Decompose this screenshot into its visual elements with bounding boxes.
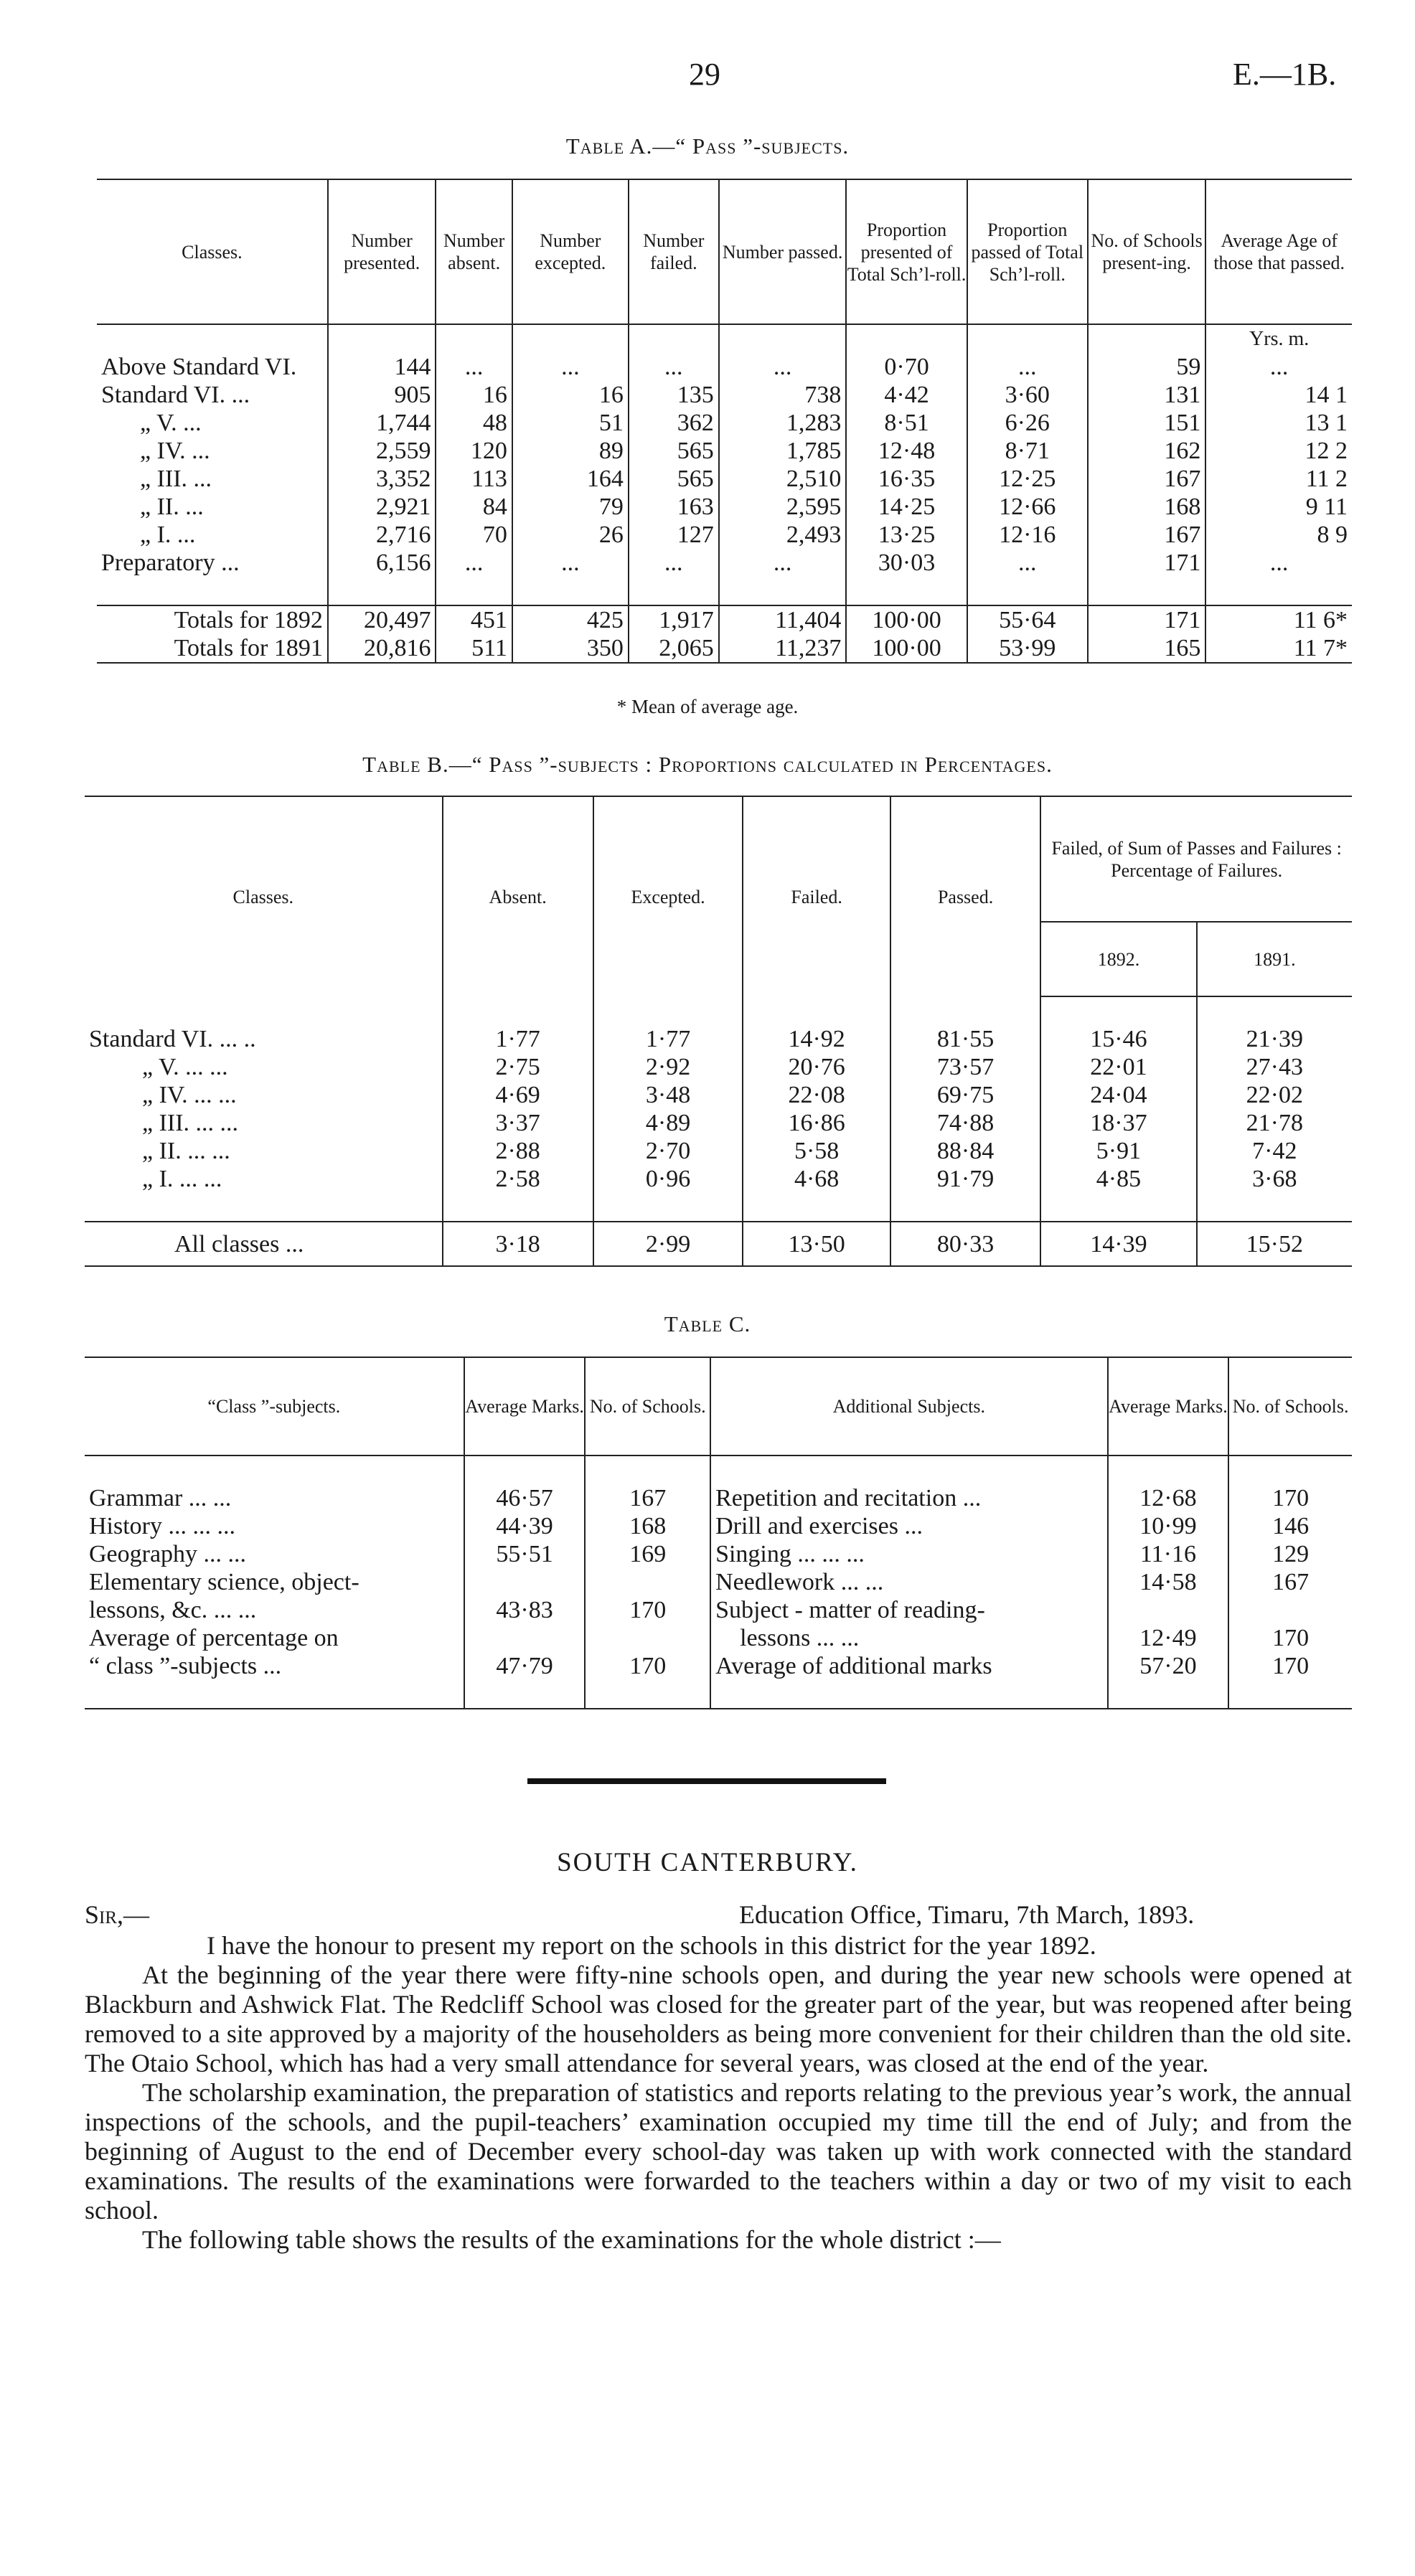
table-a-cell: ... <box>436 353 512 381</box>
table-a-header: Proportion passed of Total Sch’l-roll. <box>967 179 1088 324</box>
table-c-cell: lessons, &c. ... ... <box>85 1596 464 1624</box>
table-a-cell: 6·26 <box>967 409 1088 437</box>
table-b <box>85 796 1352 1267</box>
table-a-cell: 2,559 <box>328 437 436 465</box>
table-a-cell: 1,283 <box>719 409 847 437</box>
table-c-cell: 47·79 <box>464 1652 586 1680</box>
table-c-cell: 168 <box>585 1512 710 1540</box>
table-c-cell <box>585 1624 710 1652</box>
table-c-cell: Geography ... ... <box>85 1540 464 1568</box>
table-a-cell: 59 <box>1088 353 1205 381</box>
table-b-cell: 7·42 <box>1197 1137 1352 1165</box>
table-b-header: Absent. <box>443 796 593 996</box>
table-row <box>85 1652 1352 1680</box>
table-a-cell: 89 <box>512 437 629 465</box>
paragraph: At the beginning of the year there were fifty-nine schools open, and during the year new schools were opened at Blackburn and Ashwick Flat. The Redcliff School was closed for the greater part of the year, but was reopened after being removed to a site approved by a majority of the householders as being more convenient for their children than the old site. The Otaio School, which has had a very small attendance for several years, was closed at the end of the year. <box>85 1961 1352 2077</box>
table-b-cell: 4·68 <box>743 1165 890 1193</box>
table-a-cell: ... <box>512 549 629 577</box>
table-a-header: Number failed. <box>629 179 719 324</box>
table-b-cell: 22·08 <box>743 1081 890 1109</box>
table-a-cell: Preparatory ... <box>97 549 328 577</box>
table-b-cell: 2·58 <box>443 1165 593 1193</box>
table-a-cell: ... <box>512 353 629 381</box>
table-a-cell: 167 <box>1088 521 1205 549</box>
table-b-cell: 2·70 <box>593 1137 743 1165</box>
table-c-cell: 44·39 <box>464 1512 586 1540</box>
table-b-cell: 21·78 <box>1197 1109 1352 1137</box>
table-a-header: Classes. <box>97 179 328 324</box>
table-b-title: Table B.—“ Pass ”-subjects : Proportions calculated in Percentages. <box>362 752 1053 777</box>
table-c-cell: Needlework ... ... <box>710 1568 1107 1596</box>
table-a-header: Average Age of those that passed. <box>1205 179 1352 324</box>
table-b-cell: 2·92 <box>593 1053 743 1081</box>
table-a-header: Number passed. <box>719 179 847 324</box>
table-a-cell: 1,917 <box>629 605 719 634</box>
table-a-cell: ... <box>967 353 1088 381</box>
table-a-cell: ... <box>629 549 719 577</box>
table-row <box>85 1484 1352 1512</box>
table-c-cell: Average of percentage on <box>85 1624 464 1652</box>
table-row <box>97 493 1352 521</box>
table-b-cell: 4·69 <box>443 1081 593 1109</box>
table-row <box>97 521 1352 549</box>
table-a-cell: „ IV. ... <box>97 437 328 465</box>
table-b-cell: „ I. ... ... <box>85 1165 443 1193</box>
table-a-cell: 738 <box>719 381 847 409</box>
table-a-title: Table A.—“ Pass ”-subjects. <box>565 133 850 159</box>
table-c-cell: 14·58 <box>1108 1568 1229 1596</box>
table-c-cell: Singing ... ... ... <box>710 1540 1107 1568</box>
table-b-cell: 4·89 <box>593 1109 743 1137</box>
table-b-cell: 3·48 <box>593 1081 743 1109</box>
table-b-cell: 14·39 <box>1040 1222 1196 1266</box>
table-a-cell: 350 <box>512 634 629 663</box>
table-a-cell: 51 <box>512 409 629 437</box>
table-a-cell: 8·51 <box>846 409 967 437</box>
table-b-cell: 2·75 <box>443 1053 593 1081</box>
table-a-cell: 905 <box>328 381 436 409</box>
table-c-cell: 170 <box>585 1652 710 1680</box>
table-b-cell: 0·96 <box>593 1165 743 1193</box>
table-a-footnote: * Mean of average age. <box>616 696 799 717</box>
table-row <box>85 1137 1352 1165</box>
table-c-cell: 55·51 <box>464 1540 586 1568</box>
table-b-cell: 22·02 <box>1197 1081 1352 1109</box>
table-a-cell: 2,510 <box>719 465 847 493</box>
table-b-header: Failed. <box>743 796 890 996</box>
table-a-cell: 0·70 <box>846 353 967 381</box>
table-a-cell: 167 <box>1088 465 1205 493</box>
table-a-cell: 100·00 <box>846 634 967 663</box>
table-row <box>85 1053 1352 1081</box>
table-a-cell: 113 <box>436 465 512 493</box>
table-b-header-failures: Failed, of Sum of Passes and Failures : Percentage of Failures. <box>1040 796 1352 922</box>
dateline: Education Office, Timaru, 7th March, 1893. <box>739 1900 1195 1929</box>
table-a-cell: „ I. ... <box>97 521 328 549</box>
table-a-cell: 2,595 <box>719 493 847 521</box>
table-row <box>97 353 1352 381</box>
table-b-cell: 1·77 <box>443 1025 593 1053</box>
table-b-cell: 3·18 <box>443 1222 593 1266</box>
table-b-cell: 1·77 <box>593 1025 743 1053</box>
table-a-cell: „ V. ... <box>97 409 328 437</box>
table-a-cell: 511 <box>436 634 512 663</box>
table-b-cell: 81·55 <box>890 1025 1040 1053</box>
table-c-cell: 167 <box>585 1484 710 1512</box>
table-c-cell: 167 <box>1228 1568 1352 1596</box>
table-c-header: “Class ”-subjects. <box>85 1357 464 1456</box>
table-a-cell: Standard VI. ... <box>97 381 328 409</box>
table-a-cell: 11 7* <box>1205 634 1352 663</box>
table-a-cell: 13 1 <box>1205 409 1352 437</box>
table-a-cell: 12·48 <box>846 437 967 465</box>
table-a-cell: 2,921 <box>328 493 436 521</box>
table-b-cell: 80·33 <box>890 1222 1040 1266</box>
table-c-cell: 170 <box>1228 1484 1352 1512</box>
table-b-cell: 5·58 <box>743 1137 890 1165</box>
table-b-cell: 2·88 <box>443 1137 593 1165</box>
table-a-header: No. of Schools present-ing. <box>1088 179 1205 324</box>
table-b-cell: 13·50 <box>743 1222 890 1266</box>
table-a-cell: 168 <box>1088 493 1205 521</box>
table-c-cell <box>1228 1596 1352 1624</box>
table-b-cell: „ V. ... ... <box>85 1053 443 1081</box>
table-a-cell: 84 <box>436 493 512 521</box>
table-a-cell: „ II. ... <box>97 493 328 521</box>
table-c-cell: 129 <box>1228 1540 1352 1568</box>
table-a-cell: Totals for 1892 <box>97 605 328 634</box>
table-row <box>97 634 1352 663</box>
table-a-cell: 164 <box>512 465 629 493</box>
table-c-cell: 10·99 <box>1108 1512 1229 1540</box>
table-a-cell: 2,065 <box>629 634 719 663</box>
table-a-cell: 12·16 <box>967 521 1088 549</box>
table-b-cell: Standard VI. ... .. <box>85 1025 443 1053</box>
table-c-cell: 146 <box>1228 1512 1352 1540</box>
table-a-cell: „ III. ... <box>97 465 328 493</box>
table-row <box>97 437 1352 465</box>
table-c-cell: 170 <box>585 1596 710 1624</box>
table-a-header: Proportion presented of Total Sch’l-roll. <box>846 179 967 324</box>
table-row <box>85 1540 1352 1568</box>
table-a <box>97 179 1352 664</box>
table-a-cell: 16 <box>436 381 512 409</box>
table-row <box>85 1025 1352 1053</box>
table-a-cell: 16·35 <box>846 465 967 493</box>
table-a-cell: 1,785 <box>719 437 847 465</box>
table-a-cell: 425 <box>512 605 629 634</box>
table-c-title: Table C. <box>664 1311 751 1336</box>
table-c-cell: Repetition and recitation ... <box>710 1484 1107 1512</box>
table-b-cell: 18·37 <box>1040 1109 1196 1137</box>
table-a-cell: ... <box>629 353 719 381</box>
table-a-cell: 4·42 <box>846 381 967 409</box>
table-b-header-1892: 1892. <box>1040 922 1196 996</box>
table-b-cell: 14·92 <box>743 1025 890 1053</box>
table-a-cell: 127 <box>629 521 719 549</box>
table-row <box>97 465 1352 493</box>
section-divider <box>527 1778 886 1784</box>
table-c-cell <box>1108 1596 1229 1624</box>
table-c-cell: 12·49 <box>1108 1624 1229 1652</box>
table-a-cell: 163 <box>629 493 719 521</box>
table-b-cell: 24·04 <box>1040 1081 1196 1109</box>
paragraph: I have the honour to present my report on the schools in this district for the year 1892. <box>207 1931 1096 1960</box>
table-a-cell: 14·25 <box>846 493 967 521</box>
table-row <box>85 1512 1352 1540</box>
table-b-cell: 3·37 <box>443 1109 593 1137</box>
table-a-cell: 1,744 <box>328 409 436 437</box>
table-a-cell: 8·71 <box>967 437 1088 465</box>
table-c-cell: 57·20 <box>1108 1652 1229 1680</box>
table-a-cell: 6,156 <box>328 549 436 577</box>
table-a-cell: 11 2 <box>1205 465 1352 493</box>
table-a-cell: 70 <box>436 521 512 549</box>
table-a-cell: 79 <box>512 493 629 521</box>
table-a-cell: 20,816 <box>328 634 436 663</box>
section-heading: SOUTH CANTERBURY. <box>557 1848 858 1877</box>
table-a-cell: 13·25 <box>846 521 967 549</box>
table-a-cell: 16 <box>512 381 629 409</box>
table-a-cell: 12 2 <box>1205 437 1352 465</box>
table-c-cell: lessons ... ... <box>710 1624 1107 1652</box>
table-b-cell: 20·76 <box>743 1053 890 1081</box>
table-c-cell: History ... ... ... <box>85 1512 464 1540</box>
table-a-cell: 8 9 <box>1205 521 1352 549</box>
table-a-cell: 3,352 <box>328 465 436 493</box>
table-a-age-units: Yrs. m. <box>1205 324 1352 353</box>
table-c-header: Average Marks. <box>464 1357 586 1456</box>
table-row <box>97 549 1352 577</box>
table-a-cell: Above Standard VI. <box>97 353 328 381</box>
table-b-cell: 73·57 <box>890 1053 1040 1081</box>
table-a-cell: 12·66 <box>967 493 1088 521</box>
table-a-cell: 11 6* <box>1205 605 1352 634</box>
page-number: 29 <box>689 57 720 92</box>
table-b-header-1891: 1891. <box>1197 922 1352 996</box>
table-b-cell: 15·46 <box>1040 1025 1196 1053</box>
table-a-cell: 11,404 <box>719 605 847 634</box>
table-row <box>97 381 1352 409</box>
table-a-cell: Totals for 1891 <box>97 634 328 663</box>
table-a-cell: 144 <box>328 353 436 381</box>
table-c-cell: 46·57 <box>464 1484 586 1512</box>
table-a-cell: 48 <box>436 409 512 437</box>
table-a-cell: 2,716 <box>328 521 436 549</box>
table-a-cell: 565 <box>629 437 719 465</box>
table-b-cell: 22·01 <box>1040 1053 1196 1081</box>
table-a-cell: 165 <box>1088 634 1205 663</box>
table-a-cell: 135 <box>629 381 719 409</box>
table-a-cell: ... <box>967 549 1088 577</box>
table-row <box>85 1222 1352 1266</box>
table-row <box>85 1568 1352 1596</box>
table-b-cell: 3·68 <box>1197 1165 1352 1193</box>
table-a-cell: ... <box>1205 353 1352 381</box>
table-a-cell: 162 <box>1088 437 1205 465</box>
table-a-cell: ... <box>1205 549 1352 577</box>
table-b-cell: 27·43 <box>1197 1053 1352 1081</box>
table-c-cell: 170 <box>1228 1652 1352 1680</box>
table-c-cell: Average of additional marks <box>710 1652 1107 1680</box>
table-a-cell: 2,493 <box>719 521 847 549</box>
table-a-cell: 3·60 <box>967 381 1088 409</box>
table-a-cell: 30·03 <box>846 549 967 577</box>
table-a-cell: 151 <box>1088 409 1205 437</box>
table-c-cell: Drill and exercises ... <box>710 1512 1107 1540</box>
table-b-cell: 88·84 <box>890 1137 1040 1165</box>
table-c-cell: “ class ”-subjects ... <box>85 1652 464 1680</box>
table-b-cell: 91·79 <box>890 1165 1040 1193</box>
table-a-cell: 451 <box>436 605 512 634</box>
table-a-cell: 100·00 <box>846 605 967 634</box>
table-b-header: Passed. <box>890 796 1040 996</box>
table-a-cell: ... <box>719 549 847 577</box>
table-row <box>85 1596 1352 1624</box>
table-c-cell: 170 <box>1228 1624 1352 1652</box>
table-c-header: No. of Schools. <box>1228 1357 1352 1456</box>
table-c-cell: Elementary science, object- <box>85 1568 464 1596</box>
table-a-cell: 14 1 <box>1205 381 1352 409</box>
table-a-cell: 131 <box>1088 381 1205 409</box>
table-a-cell: 120 <box>436 437 512 465</box>
table-c-cell <box>585 1568 710 1596</box>
table-a-cell: 26 <box>512 521 629 549</box>
table-a-cell: 55·64 <box>967 605 1088 634</box>
table-a-cell: 20,497 <box>328 605 436 634</box>
table-a-cell: 53·99 <box>967 634 1088 663</box>
table-b-cell: 4·85 <box>1040 1165 1196 1193</box>
table-c-header: No. of Schools. <box>585 1357 710 1456</box>
paragraph: The following table shows the results of the examinations for the whole district :— <box>142 2225 1001 2254</box>
table-c-cell: 169 <box>585 1540 710 1568</box>
letter-body <box>85 1931 1352 2255</box>
table-b-header: Excepted. <box>593 796 743 996</box>
table-a-cell: 171 <box>1088 605 1205 634</box>
table-a-header: Number excepted. <box>512 179 629 324</box>
table-c-cell: Grammar ... ... <box>85 1484 464 1512</box>
salutation: Sir,— <box>85 1900 150 1929</box>
table-row <box>85 1109 1352 1137</box>
table-b-cell: All classes ... <box>85 1222 443 1266</box>
table-c <box>85 1357 1352 1709</box>
table-c-cell: Subject - matter of reading- <box>710 1596 1107 1624</box>
table-a-cell: ... <box>436 549 512 577</box>
table-a-header: Number presented. <box>328 179 436 324</box>
table-a-header: Number absent. <box>436 179 512 324</box>
table-b-cell: 21·39 <box>1197 1025 1352 1053</box>
table-row <box>85 1624 1352 1652</box>
table-a-cell: 9 11 <box>1205 493 1352 521</box>
table-b-cell: 2·99 <box>593 1222 743 1266</box>
table-b-cell: „ IV. ... ... <box>85 1081 443 1109</box>
table-b-cell: „ III. ... ... <box>85 1109 443 1137</box>
table-c-cell: 43·83 <box>464 1596 586 1624</box>
table-b-cell: 74·88 <box>890 1109 1040 1137</box>
table-row <box>85 1165 1352 1193</box>
paragraph: The scholarship examination, the preparation of statistics and reports relating to the previous year’s work, the annual inspections of the schools, and the pupil-teachers’ examination occupied my time till the end of July; and from the beginning of August to the end of December every school-day was taken up with work connected with the standard examinations. The results of the examinations were forwarded to the teachers within a day or two of my visit to each school. <box>85 2078 1352 2224</box>
table-a-cell: 171 <box>1088 549 1205 577</box>
table-c-header: Additional Subjects. <box>710 1357 1107 1456</box>
table-c-cell <box>464 1624 586 1652</box>
table-c-cell <box>464 1568 586 1596</box>
page-reference: E.—1B. <box>1233 57 1337 92</box>
table-b-cell: 16·86 <box>743 1109 890 1137</box>
table-b-cell: 15·52 <box>1197 1222 1352 1266</box>
table-a-cell: 11,237 <box>719 634 847 663</box>
table-a-cell: 362 <box>629 409 719 437</box>
table-a-cell: ... <box>719 353 847 381</box>
table-c-header: Average Marks. <box>1108 1357 1229 1456</box>
table-row <box>85 1081 1352 1109</box>
table-b-cell: „ II. ... ... <box>85 1137 443 1165</box>
table-a-cell: 12·25 <box>967 465 1088 493</box>
table-b-header: Classes. <box>85 796 443 996</box>
table-b-cell: 5·91 <box>1040 1137 1196 1165</box>
table-a-cell: 565 <box>629 465 719 493</box>
table-c-cell: 11·16 <box>1108 1540 1229 1568</box>
table-c-cell: 12·68 <box>1108 1484 1229 1512</box>
table-b-cell: 69·75 <box>890 1081 1040 1109</box>
table-row <box>97 409 1352 437</box>
table-row <box>97 605 1352 634</box>
